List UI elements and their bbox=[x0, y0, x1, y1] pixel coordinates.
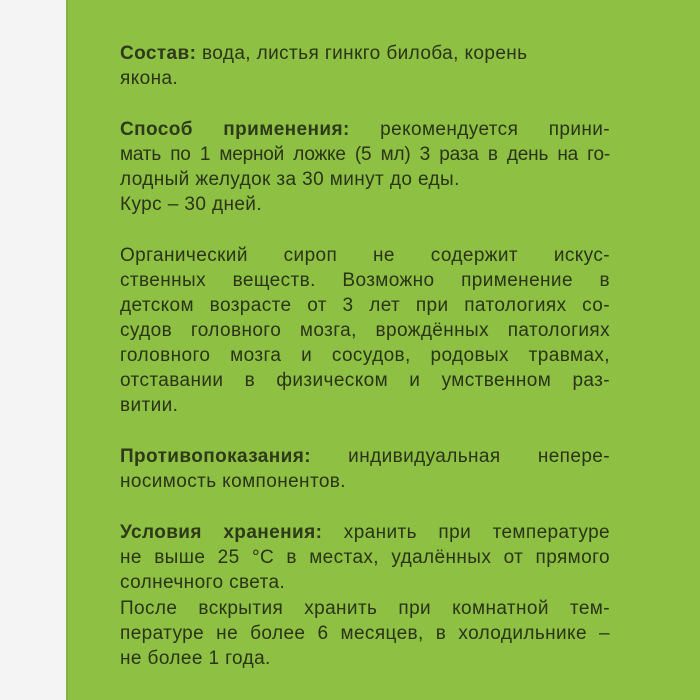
contraindications-text: индивидуальная непере- bbox=[310, 446, 610, 467]
composition-heading: Состав: bbox=[120, 43, 197, 64]
storage-line-1 bbox=[120, 520, 610, 545]
description-line-4: судов головного мозга, врождённых патологиях bbox=[120, 320, 610, 341]
storage-line-6: не более 1 года. bbox=[120, 648, 271, 669]
description-line-1: Органический сироп не содержит искус- bbox=[120, 245, 610, 266]
description-line-5: головного мозга и сосудов, родовых травмах, bbox=[120, 345, 610, 366]
storage-heading: Условия хранения: bbox=[120, 522, 323, 543]
description-line-7: витии. bbox=[120, 395, 179, 416]
storage-line-3: солнечного света. bbox=[120, 572, 286, 593]
contraindications-heading: Противопоказания: bbox=[120, 446, 311, 467]
contraindications-line-2: носимость компонентов. bbox=[120, 471, 346, 492]
usage-line-2: мать по 1 мерной ложке (5 мл) 3 раза в день на го- bbox=[120, 144, 610, 165]
storage-line-4: После вскрытия хранить при комнатной тем- bbox=[120, 598, 610, 619]
usage-heading: Способ применения: bbox=[120, 119, 350, 140]
usage-line-3: лодный желудок за 30 минут до еды. bbox=[120, 169, 460, 190]
composition-text: вода, листья гинкго билоба, корень bbox=[196, 43, 528, 64]
storage-line-5: пературе не более 6 месяцев, в холодильнике – bbox=[120, 623, 610, 644]
storage-line-2: не выше 25 °С в местах, удалённых от прямого bbox=[120, 547, 610, 568]
composition-line-1 bbox=[120, 41, 610, 66]
usage-text: рекомендуется прини- bbox=[349, 119, 611, 140]
storage-text: хранить при температуре bbox=[322, 522, 610, 543]
composition-line-2: якона. bbox=[120, 68, 179, 89]
description-line-3: детском возрасте от 3 лет при патологиях со- bbox=[120, 295, 610, 316]
description-line-2: ственных веществ. Возможно применение в bbox=[120, 270, 610, 291]
usage-line-1 bbox=[120, 117, 610, 142]
contraindications-line-1 bbox=[120, 444, 610, 469]
usage-course: Курс – 30 дней. bbox=[120, 194, 262, 215]
description-line-6: отставании в физическом и умственном раз- bbox=[120, 370, 610, 391]
